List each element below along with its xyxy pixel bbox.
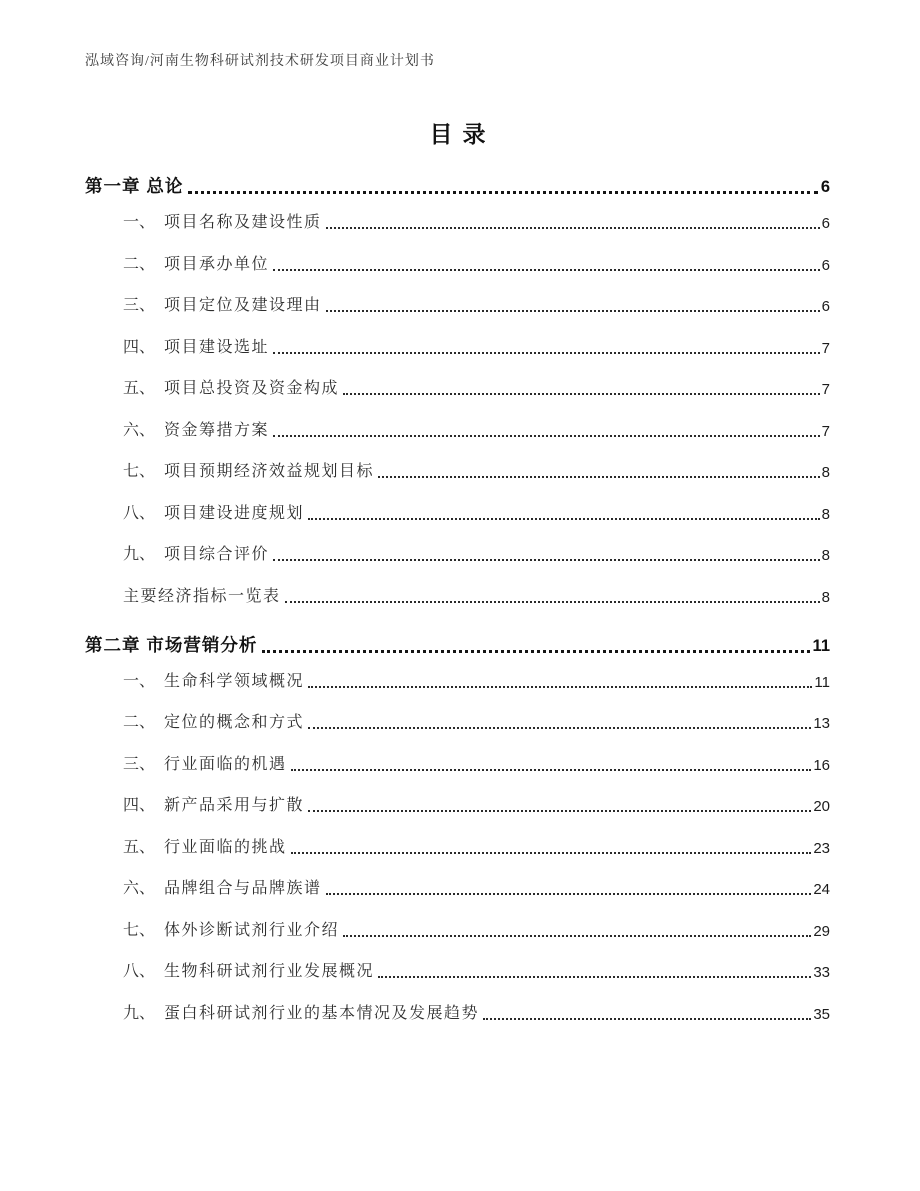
toc-item[interactable] (85, 544, 830, 566)
page-number: 16 (813, 756, 830, 774)
item-number: 四、 (123, 338, 156, 356)
item-label: 项目承办单位 (164, 255, 270, 273)
item-number: 五、 (123, 838, 156, 856)
page-number: 11 (812, 636, 830, 655)
toc-item[interactable] (85, 961, 830, 983)
page-number: 33 (813, 964, 830, 981)
dot-leader (326, 893, 812, 895)
page-number: 20 (813, 798, 830, 815)
page-number: 7 (821, 339, 830, 357)
item-number: 六、 (123, 880, 156, 897)
item-label: 体外诊断试剂行业介绍 (164, 921, 340, 939)
item-label: 项目建设进度规划 (164, 504, 305, 522)
item-label: 项目定位及建设理由 (164, 297, 322, 314)
item-number: 一、 (123, 672, 156, 690)
chapter-label: 第一章 总论 (85, 176, 184, 196)
chapter-label: 第二章 市场营销分析 (85, 634, 258, 655)
dot-leader (273, 352, 820, 354)
toc-item[interactable] (85, 712, 830, 734)
item-label: 蛋白科研试剂行业的基本情况及发展趋势 (164, 1004, 480, 1022)
page-number: 24 (813, 881, 830, 898)
page-number: 23 (813, 839, 830, 857)
item-number: 六、 (123, 421, 156, 439)
item-label: 新产品采用与扩散 (164, 797, 305, 814)
toc-item[interactable] (85, 337, 830, 359)
page-number: 8 (821, 464, 830, 481)
item-number: 八、 (123, 504, 156, 522)
toc-item[interactable] (85, 878, 830, 900)
toc-item[interactable] (85, 295, 830, 317)
item-number: 九、 (123, 546, 156, 563)
item-number: 三、 (123, 297, 156, 314)
dot-leader (483, 1018, 811, 1020)
dot-leader (343, 935, 811, 937)
toc-item[interactable] (85, 420, 830, 442)
dot-leader (308, 727, 811, 729)
page-number: 6 (821, 215, 830, 232)
dot-leader (273, 269, 820, 271)
toc-chapter-2[interactable] (85, 633, 830, 657)
dot-leader (291, 769, 812, 771)
toc-item[interactable] (85, 586, 830, 608)
dot-leader (188, 191, 817, 194)
page-number: 6 (820, 178, 830, 196)
item-label: 主要经济指标一览表 (123, 587, 281, 605)
item-label: 品牌组合与品牌族谱 (164, 880, 322, 897)
document-header: 泓域咨询/河南生物科研试剂技术研发项目商业计划书 (85, 54, 435, 69)
item-label: 行业面临的挑战 (164, 838, 287, 856)
page-number: 7 (821, 381, 830, 398)
toc-title: 目录 (429, 121, 496, 147)
dot-leader (378, 976, 811, 978)
item-number: 四、 (123, 797, 156, 814)
item-label: 项目建设选址 (164, 338, 270, 356)
item-number: 七、 (123, 921, 156, 939)
item-number: 五、 (123, 380, 156, 397)
item-label: 行业面临的机遇 (164, 755, 287, 773)
page-number: 13 (813, 715, 830, 732)
item-number: 一、 (123, 214, 156, 231)
item-number: 九、 (123, 1004, 156, 1022)
dot-leader (291, 852, 812, 854)
page-number: 8 (821, 547, 830, 564)
item-label: 生物科研试剂行业发展概况 (164, 963, 375, 980)
page-number: 29 (813, 922, 830, 940)
toc-item[interactable] (85, 754, 830, 776)
dot-leader (308, 518, 820, 520)
dot-leader (378, 476, 820, 478)
toc-item[interactable] (85, 212, 830, 234)
toc-chapter-1[interactable] (85, 174, 830, 198)
page-number: 8 (821, 505, 830, 523)
toc-item[interactable] (85, 920, 830, 942)
item-label: 生命科学领域概况 (164, 672, 305, 690)
item-label: 项目总投资及资金构成 (164, 380, 340, 397)
item-label: 资金筹措方案 (164, 421, 270, 439)
item-label: 项目综合评价 (164, 546, 270, 563)
item-number: 二、 (123, 255, 156, 273)
item-number: 三、 (123, 755, 156, 773)
dot-leader (285, 601, 820, 603)
toc-item[interactable] (85, 795, 830, 817)
toc-item[interactable] (85, 378, 830, 400)
dot-leader (326, 310, 820, 312)
page-number: 11 (814, 673, 830, 691)
item-number: 八、 (123, 963, 156, 980)
toc-item[interactable] (85, 671, 830, 693)
dot-leader (326, 227, 820, 229)
item-number: 七、 (123, 463, 156, 480)
item-label: 项目名称及建设性质 (164, 214, 322, 231)
dot-leader (308, 686, 812, 688)
toc-item[interactable] (85, 254, 830, 276)
dot-leader (308, 810, 811, 812)
item-label: 定位的概念和方式 (164, 714, 305, 731)
dot-leader (273, 559, 820, 561)
page-number: 35 (813, 1005, 830, 1023)
dot-leader (273, 435, 820, 437)
toc-item[interactable] (85, 1003, 830, 1025)
dot-leader (343, 393, 820, 395)
page-number: 6 (821, 256, 830, 274)
dot-leader (262, 650, 809, 653)
page-number: 7 (821, 422, 830, 440)
toc-item[interactable] (85, 503, 830, 525)
item-number: 二、 (123, 714, 156, 731)
item-label: 项目预期经济效益规划目标 (164, 463, 375, 480)
toc-item[interactable] (85, 837, 830, 859)
page-number: 8 (821, 588, 830, 606)
toc-item[interactable] (85, 461, 830, 483)
page-number: 6 (821, 298, 830, 315)
